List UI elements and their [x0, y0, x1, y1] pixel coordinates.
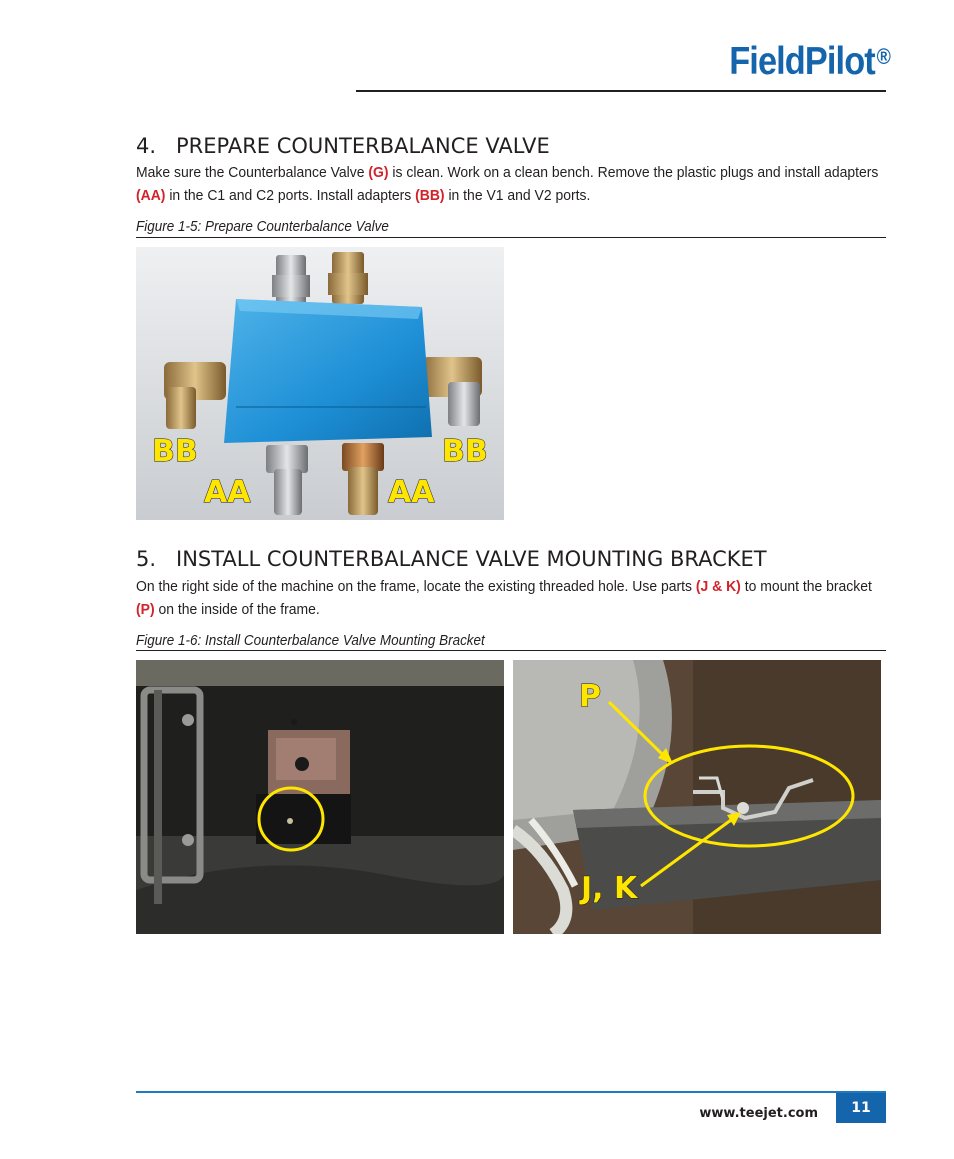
section-5-number: 5. — [136, 547, 157, 571]
section-5-text: On the right side of the machine on the frame, locate the existing threaded hole. Use parts — [136, 578, 696, 595]
brand-logo — [723, 40, 890, 84]
footer-url[interactable]: www.teejet.com — [699, 1106, 818, 1121]
section-5-heading — [136, 547, 767, 571]
section-4-paragraph — [136, 161, 889, 207]
figure-1-6-left-photo — [136, 660, 504, 934]
section-4-number: 4. — [136, 134, 157, 158]
label-aa-left: AA — [204, 475, 251, 510]
section-4-heading — [136, 134, 550, 158]
section-4-title: PREPARE COUNTERBALANCE VALVE — [176, 134, 550, 158]
label-jk: J, K — [581, 871, 638, 906]
figure-1-6-caption: Figure 1-6: Install Counterbalance Valve Mounting Bracket — [136, 633, 485, 649]
ref-g: (G) — [368, 164, 389, 181]
section-5-paragraph — [136, 575, 889, 621]
section-4-text: in the V1 and V2 ports. — [444, 187, 591, 204]
ref-jk: (J & K) — [695, 578, 741, 595]
section-4-text: in the C1 and C2 ports. Install adapters — [165, 187, 416, 204]
ref-aa: (AA) — [136, 187, 166, 204]
ref-bb: (BB) — [415, 187, 445, 204]
label-aa-right: AA — [388, 475, 435, 510]
section-4-text: is clean. Work on a clean bench. Remove the plastic plugs and install adapters — [388, 164, 879, 181]
section-4-text: Make sure the Counterbalance Valve — [136, 164, 369, 181]
page-number: 11 — [836, 1093, 886, 1123]
figure-1-6-rule — [136, 650, 886, 651]
label-p: P — [579, 679, 601, 714]
figure-1-5-caption: Figure 1-5: Prepare Counterbalance Valve — [136, 219, 389, 235]
label-bb-right: BB — [442, 434, 488, 469]
header-rule — [356, 90, 886, 92]
bracket-mounted-illustration — [513, 660, 881, 934]
ref-p: (P) — [136, 601, 155, 618]
footer-rule — [136, 1091, 886, 1093]
section-5-text: on the inside of the frame. — [154, 601, 320, 618]
label-bb-left: BB — [152, 434, 198, 469]
figure-1-5-rule — [136, 237, 886, 238]
figure-1-5-photo — [136, 247, 504, 520]
figure-1-6-right-photo — [513, 660, 881, 934]
frame-hole-illustration — [136, 660, 504, 934]
section-5-text: to mount the bracket — [740, 578, 872, 595]
registered-mark: ® — [876, 44, 890, 69]
counterbalance-valve-illustration — [136, 247, 504, 520]
section-5-title: INSTALL COUNTERBALANCE VALVE MOUNTING BRACKET — [176, 547, 767, 571]
brand-name: FieldPilot — [729, 40, 875, 83]
